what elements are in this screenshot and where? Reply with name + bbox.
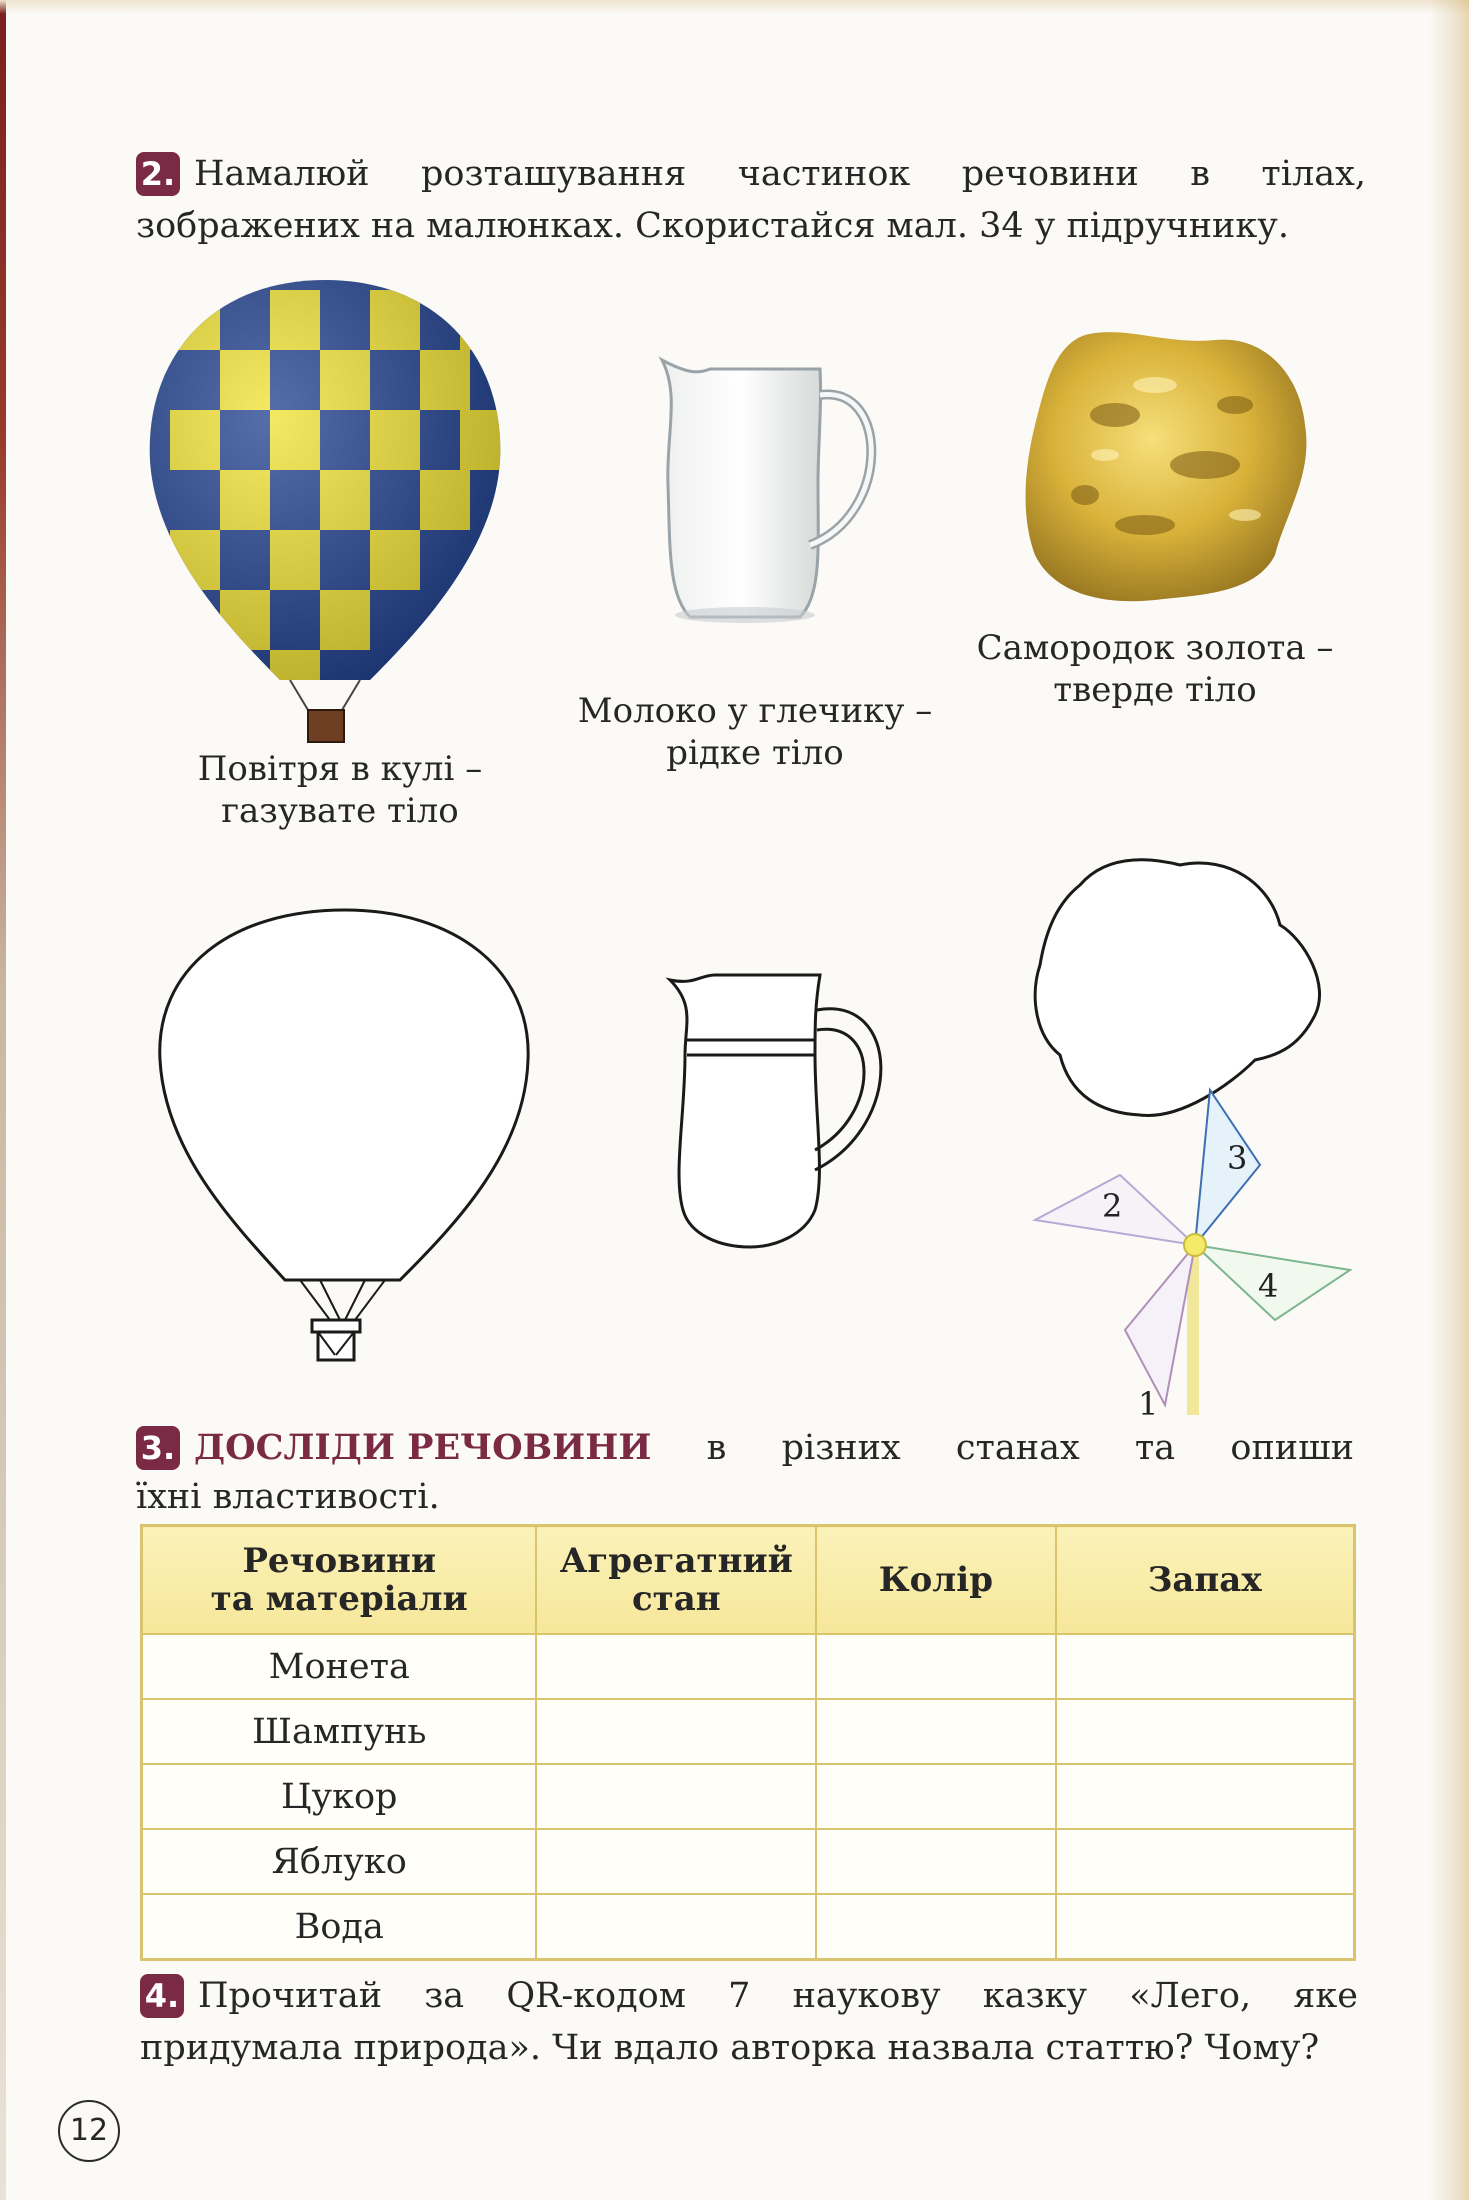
milk-jug-photo — [650, 345, 890, 645]
row-substance: Монета — [142, 1634, 537, 1699]
jug-outline-drawing[interactable] — [665, 965, 905, 1255]
task2-number-badge: 2. — [136, 152, 180, 196]
hot-air-balloon-photo — [140, 270, 510, 750]
jug-caption-line1: Молоко у глечику – — [577, 691, 933, 731]
cell-color[interactable] — [816, 1764, 1055, 1829]
task2-word: Намалюй — [194, 154, 370, 194]
header-color-label: Колір — [878, 1560, 993, 1600]
cell-color[interactable] — [816, 1634, 1055, 1699]
pinwheel-label-4: 4 — [1258, 1267, 1279, 1305]
task4-word: Прочитай — [198, 1976, 383, 2016]
pinwheel-label-2: 2 — [1102, 1187, 1123, 1225]
header-color — [816, 1526, 1055, 1635]
task4-line1 — [140, 1970, 1358, 2022]
header-state-line2: стан — [631, 1579, 721, 1619]
task3-word: та — [1134, 1428, 1176, 1468]
task2-line1 — [136, 148, 1366, 200]
balloon-caption — [150, 748, 530, 832]
header-substances-line1: Речовини — [242, 1541, 437, 1581]
task4-word: казку — [982, 1976, 1088, 2016]
task2-word: речовини — [961, 154, 1139, 194]
cell-smell[interactable] — [1056, 1764, 1355, 1829]
balloon-caption-line2: газувате тіло — [221, 791, 459, 831]
properties-table — [140, 1524, 1356, 1961]
cell-smell[interactable] — [1056, 1829, 1355, 1894]
header-substances-line2: та матеріали — [210, 1579, 468, 1619]
row-substance: Вода — [142, 1894, 537, 1960]
task4-word: QR-кодом — [506, 1976, 686, 2016]
cell-state[interactable] — [536, 1829, 816, 1894]
cell-state[interactable] — [536, 1699, 816, 1764]
nugget-outline-drawing[interactable] — [1030, 845, 1330, 1125]
task4-line2: придумала природа». Чи вдало авторка назвала статтю? Чому? — [140, 2028, 1320, 2068]
task4-text — [140, 1970, 1358, 2074]
row-substance: Цукор — [142, 1764, 537, 1829]
table-row — [142, 1634, 1355, 1699]
task3-line1 — [136, 1422, 1354, 1474]
task4-word: яке — [1293, 1976, 1358, 2016]
table-row — [142, 1764, 1355, 1829]
nugget-caption-line2: тверде тіло — [1053, 670, 1257, 710]
task4-word: 7 — [728, 1976, 751, 2016]
jug-caption-line2: рідке тіло — [666, 733, 844, 773]
task3-text — [136, 1422, 1354, 1520]
task2-word: в — [1190, 154, 1210, 194]
row-substance: Шампунь — [142, 1699, 537, 1764]
table-row — [142, 1894, 1355, 1960]
header-state-line1: Агрегатний — [559, 1541, 793, 1581]
header-substances — [142, 1526, 537, 1635]
pinwheel-label-3: 3 — [1227, 1139, 1248, 1177]
gold-nugget-photo — [1015, 325, 1315, 610]
cell-state[interactable] — [536, 1764, 816, 1829]
page-edge-top — [0, 0, 1469, 14]
task2-line2: зображених на малюнках. Скористайся мал. 34 у підручнику. — [136, 206, 1289, 246]
cell-color[interactable] — [816, 1829, 1055, 1894]
row-substance: Яблуко — [142, 1829, 537, 1894]
pinwheel-illustration — [1030, 1085, 1360, 1415]
task3-word: станах — [955, 1428, 1080, 1468]
task3-number-badge: 3. — [136, 1426, 180, 1470]
task2-text — [136, 148, 1366, 252]
table-row — [142, 1829, 1355, 1894]
cell-state[interactable] — [536, 1894, 816, 1960]
table-row — [142, 1699, 1355, 1764]
nugget-caption-line1: Самородок золота – — [976, 628, 1334, 668]
cell-smell[interactable] — [1056, 1894, 1355, 1960]
task4-word: «Лего, — [1129, 1976, 1252, 2016]
task2-word: тілах, — [1261, 154, 1366, 194]
task3-word: в — [706, 1428, 727, 1468]
task4-word: наукову — [792, 1976, 941, 2016]
task3-word: опиши — [1230, 1428, 1354, 1468]
task4-word: за — [424, 1976, 465, 2016]
task2-word: частинок — [737, 154, 911, 194]
header-smell — [1056, 1526, 1355, 1635]
cell-smell[interactable] — [1056, 1699, 1355, 1764]
table-header-row — [142, 1526, 1355, 1635]
page-edge-left — [0, 0, 6, 2200]
cell-smell[interactable] — [1056, 1634, 1355, 1699]
task3-word: різних — [781, 1428, 901, 1468]
task3-line2: їхні властивості. — [136, 1477, 440, 1517]
pinwheel-label-1: 1 — [1138, 1385, 1159, 1415]
nugget-caption — [950, 627, 1360, 711]
balloon-outline-drawing[interactable] — [150, 900, 540, 1370]
cell-state[interactable] — [536, 1634, 816, 1699]
header-smell-label: Запах — [1147, 1560, 1262, 1600]
cell-color[interactable] — [816, 1699, 1055, 1764]
page-number: 12 — [58, 2100, 120, 2162]
task4-number-badge: 4. — [140, 1974, 184, 2018]
cell-color[interactable] — [816, 1894, 1055, 1960]
jug-caption — [540, 690, 970, 774]
header-state — [536, 1526, 816, 1635]
page-edge-right — [1429, 0, 1469, 2200]
task3-emphasis: ДОСЛІДИ РЕЧОВИНИ — [194, 1427, 652, 1468]
balloon-caption-line1: Повітря в кулі – — [197, 749, 483, 789]
task2-word: розташування — [420, 154, 687, 194]
